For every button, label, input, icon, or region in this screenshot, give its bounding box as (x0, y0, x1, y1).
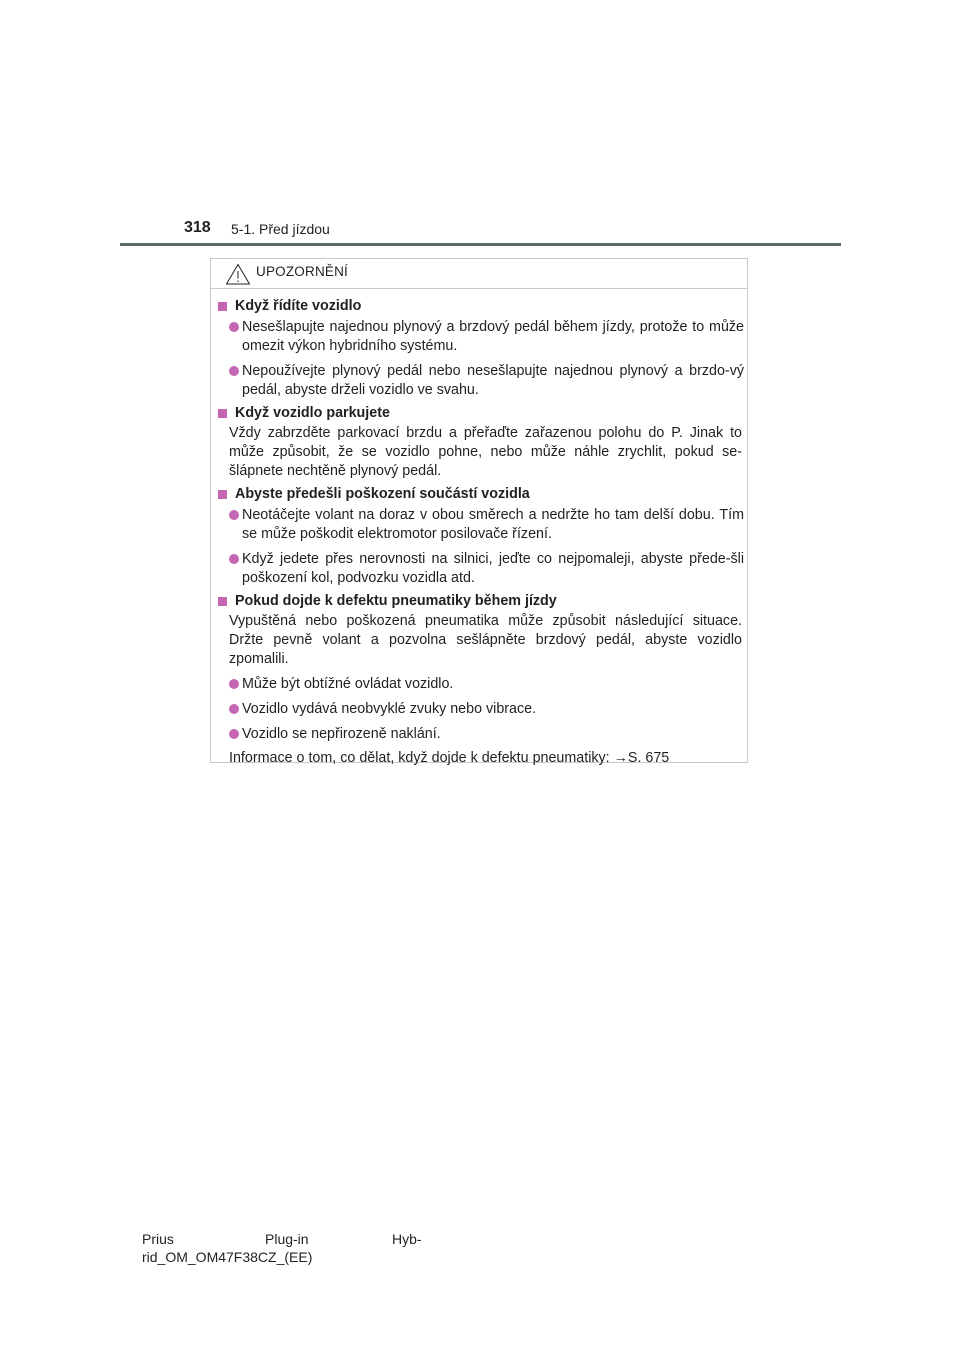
list-item-text: Neotáčejte volant na doraz v obou směrech a nedržte ho tam delší dobu. Tím se může poškodit elektromotor posilovače řízení. (242, 507, 744, 542)
footer-word: Prius (142, 1231, 174, 1247)
list-item (229, 675, 744, 694)
bullet-icon (229, 679, 239, 689)
bullet-icon (229, 729, 239, 739)
cross-reference: Informace o tom, co dělat, když dojde k defektu pneumatiky: →S. 675 (229, 750, 670, 766)
footer-word: Plug-in (265, 1231, 309, 1247)
list-item-text: Vozidlo se nepřirozeně naklání. (242, 726, 441, 742)
bullet-icon (229, 366, 239, 376)
warning-triangle-icon (225, 263, 251, 285)
footer-line-2: rid_OM_OM47F38CZ_(EE) (142, 1249, 313, 1265)
list-item (229, 362, 744, 400)
footer-word: Hyb- (392, 1231, 422, 1247)
section-heading: Když řídíte vozidlo (217, 297, 749, 316)
paragraph: Vypuštěná nebo poškozená pneumatika může způsobit následující situace. Držte pevně volant a pozvolna sešlápněte brzdový pedál, abyste vozidlo zpomalili. (229, 613, 742, 667)
section-heading: Abyste předešli poškození součástí vozidla (217, 485, 749, 504)
page-number: 318 (184, 219, 211, 236)
list-item-text: Když jedete přes nerovnosti na silnici, jeďte co nejpomaleji, abyste přede-šli poškození kol, podvozku vozidla atd. (242, 551, 744, 586)
list-item (229, 318, 744, 356)
list-item-text: Nepoužívejte plynový pedál nebo nesešlapujte najednou plynový a brzdo-vý pedál, abyste drželi vozidlo ve svahu. (242, 363, 744, 398)
list-item (229, 700, 744, 719)
footer (142, 1230, 442, 1266)
list-item (229, 506, 744, 544)
paragraph: Vždy zabrzděte parkovací brzdu a přeřaďte zařazenou polohu do P. Jinak to může způsobit, že se vozidlo pohne, nebo může náhle zrychlit, pokud se-šlápnete nechtěně plynový pedál. (229, 425, 742, 479)
bullet-icon (229, 322, 239, 332)
footer-line-1 (142, 1230, 442, 1248)
warning-body (211, 297, 749, 768)
list-item-text: Nesešlapujte najednou plynový a brzdový pedál během jízdy, protože to může omezit výkon hybridního systému. (242, 319, 744, 354)
section-heading: Když vozidlo parkujete (217, 404, 749, 423)
bullet-icon (229, 704, 239, 714)
list-item-text: Může být obtížné ovládat vozidlo. (242, 676, 454, 692)
section-heading: Pokud dojde k defektu pneumatiky během jízdy (217, 592, 749, 611)
list-item (229, 550, 744, 588)
header-rule (120, 243, 841, 246)
warning-header (211, 259, 747, 289)
warning-box (210, 258, 748, 766)
list-item (229, 725, 744, 744)
bullet-icon (229, 510, 239, 520)
section-title: 5-1. Před jízdou (231, 221, 330, 237)
warning-title: UPOZORNĚNÍ (256, 264, 349, 279)
list-item-text: Vozidlo vydává neobvyklé zvuky nebo vibrace. (242, 701, 537, 717)
bullet-icon (229, 554, 239, 564)
